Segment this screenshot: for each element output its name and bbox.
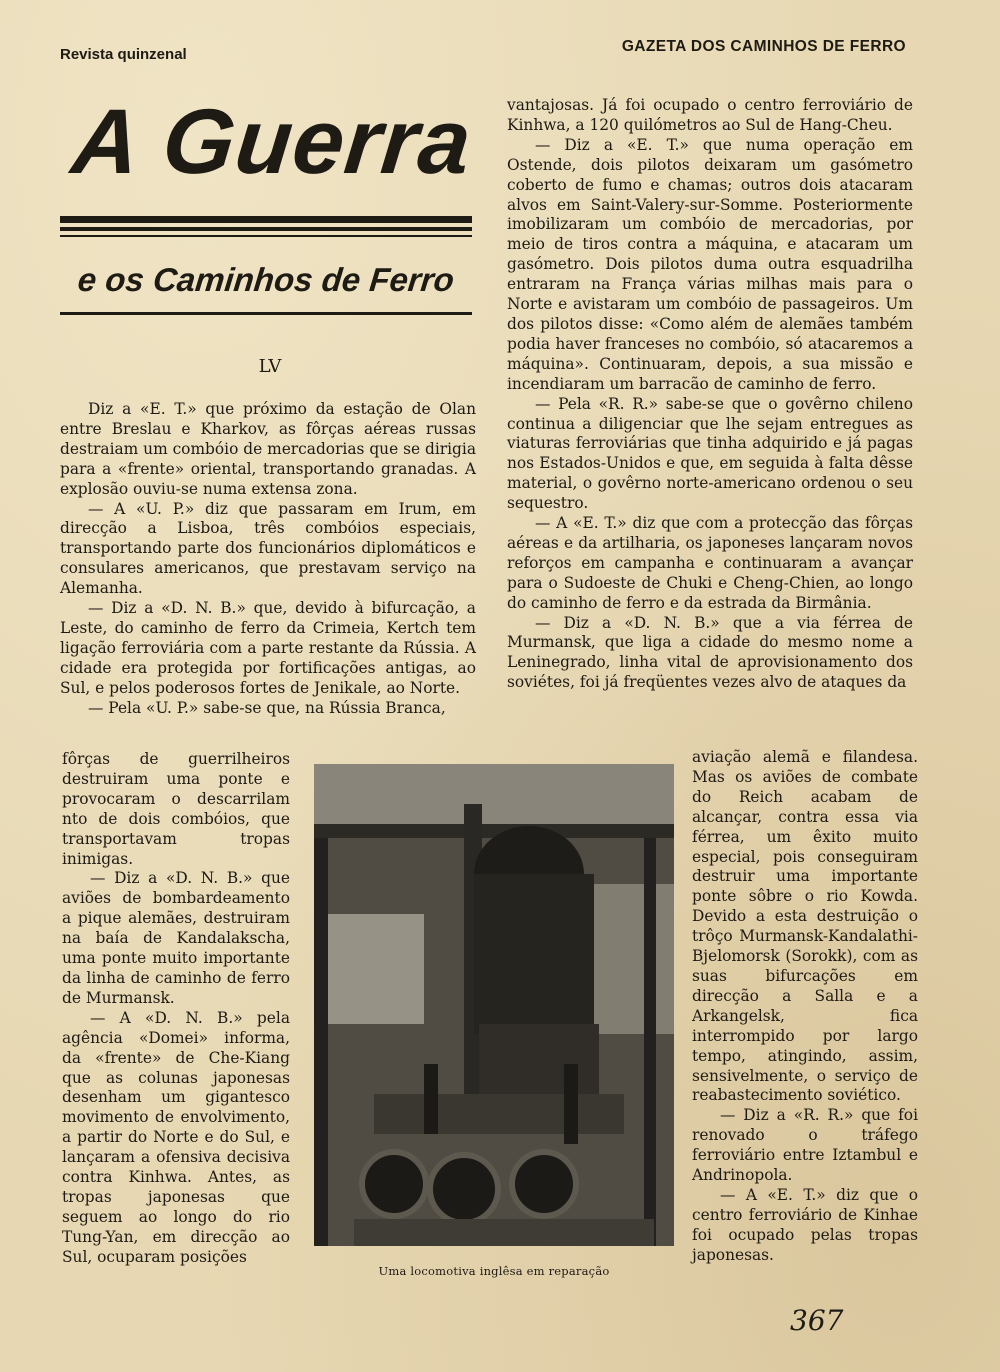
paragraph: — Pela «U. P.» sabe-se que, na Rússia Branca,	[88, 698, 446, 717]
right-narrow-column	[692, 748, 918, 1266]
section-number: LV	[258, 356, 282, 377]
paragraph: — Pela «R. R.» sabe-se que o govêrno chileno continua a diligenciar que lhe sejam entregues as viaturas ferroviárias que tinha adquirido e já pagas nos Estados-Unidos e que, em seguida à falta dêsse material, o govêrno norte-americano ordenou o seu sequestro.	[507, 394, 913, 513]
rule-thin	[60, 235, 472, 237]
header-publication: GAZETA DOS CAMINHOS DE FERRO	[621, 38, 906, 55]
rule-thick	[60, 216, 472, 223]
paragraph: — Diz a «D. N. B.» que aviões de bombardeamento a pique alemães, destruiram na baía de Kandalakscha, uma ponte muito importante da linha de caminho de ferro de Murmansk.	[62, 869, 290, 1007]
header-periodicity: Revista quinzenal	[60, 46, 187, 63]
locomotive-photo	[314, 764, 674, 1246]
right-column	[507, 96, 913, 693]
paragraph: aviação alemã e filandesa. Mas os aviões de combate do Reich acabam de alcançar, contra essa via férrea, um êxito muito especial, pois conseguiram destruir uma importante ponte sôbre o rio Kowda. Devido a esta destruição o trôço Murmansk-Kandalathi-Bjelomorsk (Sorokk), com as suas bifurcações em direcção a Salla e a Arkangelsk, fica interrompido por largo tempo, atingindo, assim, sensivelmente, o serviço de reabastecimento soviético.	[692, 748, 918, 1105]
paragraph: fôrças de guerrilheiros destruiram uma ponte e provocaram o descarrilam nto de dois combóios, que transportavam tropas inimigas.	[62, 750, 290, 868]
left-column	[60, 400, 476, 719]
paragraph: — A «E. T.» diz que com a protecção das fôrças aéreas e da artilharia, os japoneses lançaram novos reforços em campanha e continuaram a avançar para o Sudoeste de Chuki e Cheng-Chien, ao longo do caminho de ferro e da estrada da Birmânia.	[507, 514, 913, 612]
paragraph: — A «E. T.» diz que o centro ferroviário de Kinhae foi ocupado pelas tropas japonesas.	[692, 1185, 918, 1264]
paragraph: — Diz a «R. R.» que foi renovado o tráfego ferroviário entre Iztambul e Andrinopola.	[692, 1106, 918, 1185]
paragraph: — Diz a «D. N. B.» que a via férrea de Murmansk, que liga a cidade do mesmo nome a Leninegrado, linha vital de aprovisionamento dos soviétes, foi já freqüentes vezes alvo de ataques da	[507, 613, 913, 692]
paragraph: — A «D. N. B.» pela agência «Domei» informa, da «frente» de Che-Kiang que as colunas japonesas desenham um gigantesco movimento de envolvimento, a partir do Norte e do Sul, e lançaram a ofensiva decisiva contra Kinhwa. Antes, as tropas japonesas que seguem ao longo do rio Tung-Yan, em direcção ao Sul, ocuparam posições	[62, 1008, 290, 1266]
paragraph: vantajosas. Já foi ocupado o centro ferroviário de Kinhwa, a 120 quilómetros ao Sul de Hang-Cheu.	[507, 96, 913, 134]
article-subtitle: e os Caminhos de Ferro	[76, 261, 456, 298]
paragraph: Diz a «E. T.» que próximo da estação de Olan entre Breslau e Kharkov, as fôrças aéreas russas destraiam um combóio de mercadorias que se dirigia para a «frente» oriental, transportando granadas. A explosão ouviu-se numa extensa zona.	[60, 400, 476, 498]
subtitle-rule	[60, 312, 472, 315]
paragraph: — A «U. P.» diz que passaram em Irum, em direcção a Lisboa, três combóios especiais, transportando parte dos funcionários diplomáticos e consulares americanos, que prestavam serviço na Alemanha.	[60, 499, 476, 598]
page-number: 367	[790, 1304, 844, 1337]
paragraph: — Diz a «D. N. B.» que, devido à bifurcação, a Leste, do caminho de ferro da Crimeia, Kertch tem ligação ferroviária com a parte restante da Rússia. A cidade era protegida por fortificações antigas, ao Sul, e pelos poderosos fortes de Jenikale, ao Norte.	[60, 599, 476, 697]
article-title: A Guerra	[67, 91, 477, 193]
photo-caption: Uma locomotiva inglêsa em reparação	[378, 1264, 610, 1278]
locomotive-illustration	[314, 764, 674, 1246]
paragraph: — Diz a «E. T.» que numa operação em Ostende, dois pilotos deixaram um gasómetro coberto de fumo e chamas; outros dois atacaram alvos em Saint-Valery-sur-Somme. Posteriormente imobilizaram um combóio de mercadorias, por meio de tiros contra a máquina, e atacaram um gasómetro. Dois pilotos duma outra esquadrilha entraram na França várias milhas mais para o Norte e avistaram um combóio de passageiros. Um dos pilotos disse: «Como além de alemães também podia haver franceses no combóio, só atacaremos a máquina». Continuaram, depois, a sua missão e incendiaram um barracão de caminho de ferro.	[507, 135, 913, 393]
rule-medium	[60, 227, 472, 231]
title-rules	[60, 216, 472, 237]
left-narrow-column	[62, 750, 290, 1268]
